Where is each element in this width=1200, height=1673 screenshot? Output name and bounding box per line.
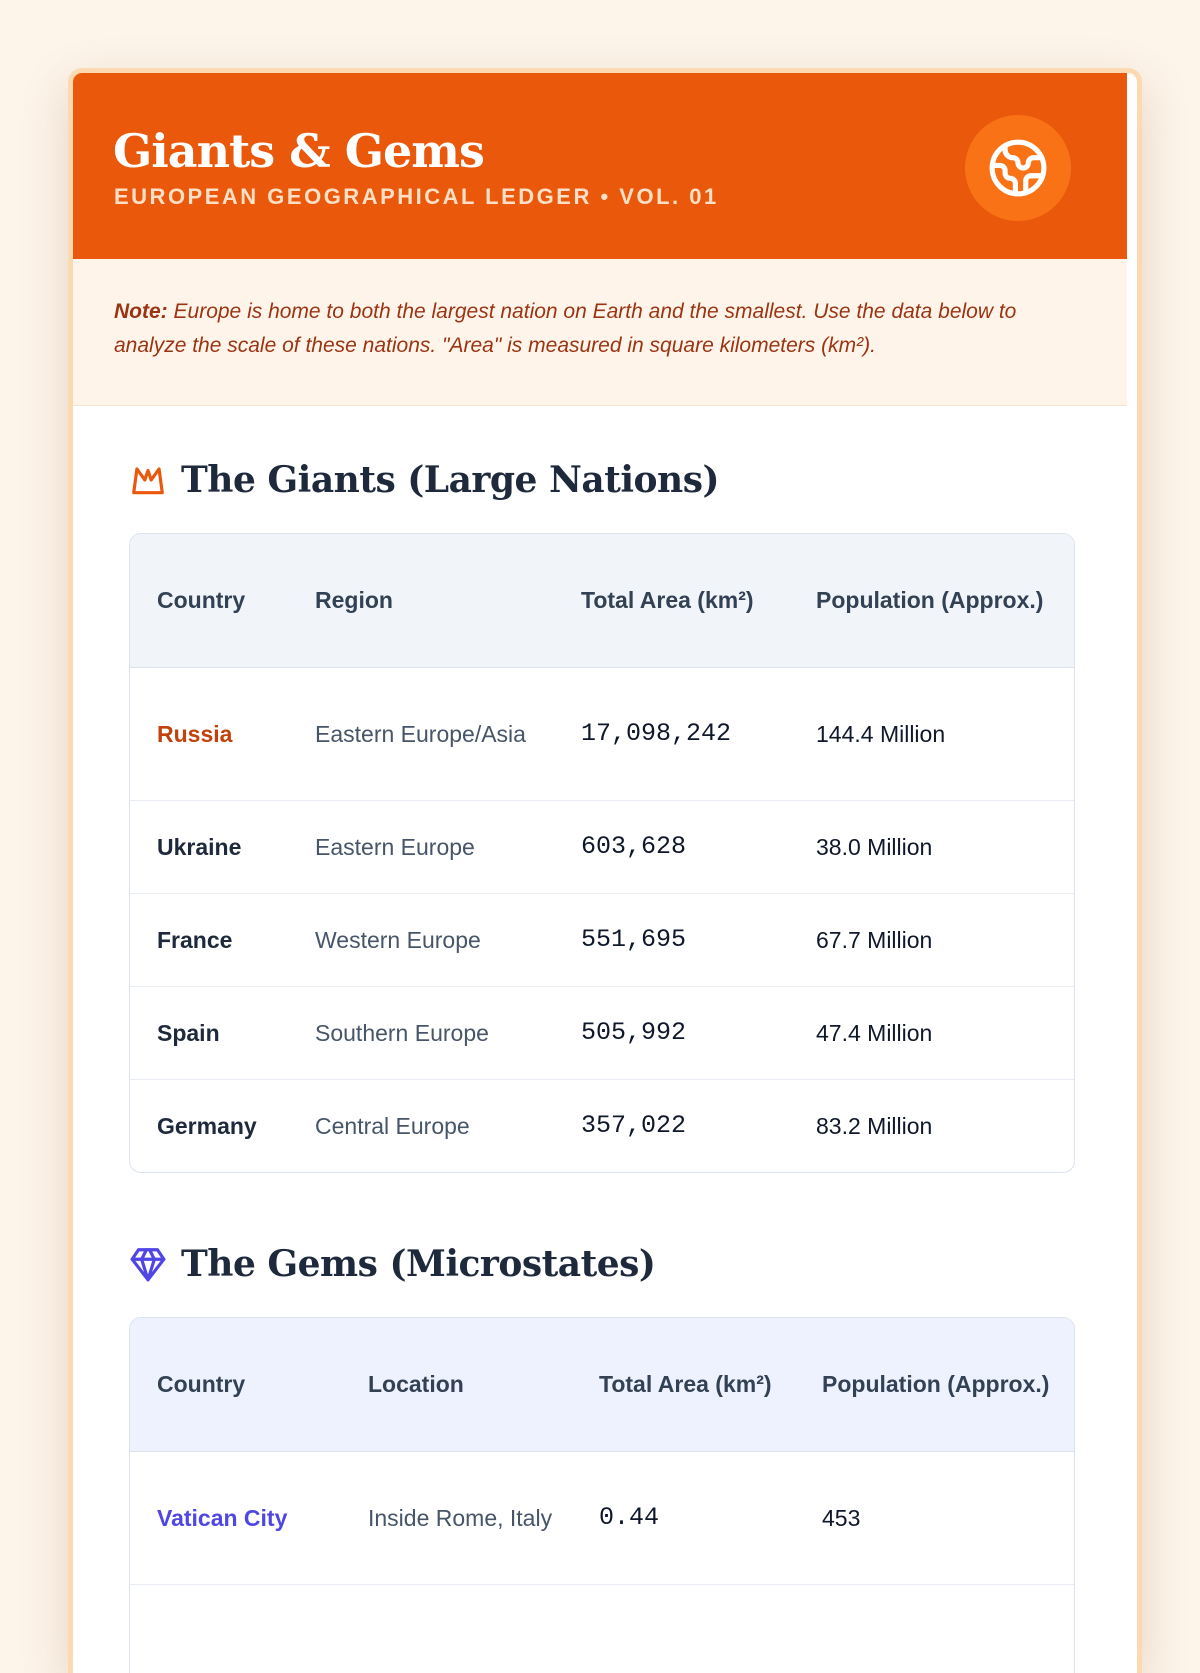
cell-area: 357,022: [581, 1110, 687, 1140]
cell-country: Vatican City: [130, 1451, 341, 1584]
giants-title-text: The Giants (Large Nations): [181, 459, 720, 501]
gems-title-text: The Gems (Microstates): [181, 1243, 656, 1285]
cell-country: Russia: [130, 667, 288, 800]
table-row: [130, 986, 1074, 1079]
cell-region: Eastern Europe/Asia: [288, 667, 554, 800]
header-banner: [73, 73, 1127, 259]
page-subtitle: EUROPEAN GEOGRAPHICAL LEDGER • VOL. 01: [114, 184, 719, 209]
table-header-row: [130, 534, 1074, 667]
cell-population: 83.2 Million: [816, 1112, 933, 1139]
giants-section-title: [129, 458, 719, 502]
crown-icon: [129, 461, 167, 499]
note-body: Europe is home to both the largest nation on Earth and the smallest. Use the data below to analyze the scale of these nations. "Area" is measured in square kilometers (km²).: [114, 300, 1017, 357]
cell-region: Central Europe: [315, 1112, 470, 1139]
col-header-population: Population (Approx.): [789, 534, 1074, 667]
table-row: [130, 893, 1074, 986]
note-text: [114, 295, 1074, 363]
col-header-country: Country: [130, 534, 288, 667]
cell-country: Spain: [130, 986, 288, 1079]
cell-population: 144.4 Million: [789, 667, 1074, 800]
gems-table: [129, 1317, 1075, 1673]
col-header-area: Total Area (km²): [554, 534, 789, 667]
cell-area: 17,098,242: [554, 667, 789, 800]
gems-section-title: [129, 1242, 655, 1286]
table-row: [130, 1451, 1074, 1584]
col-header-region: Region: [288, 534, 554, 667]
table-row: [130, 1079, 1074, 1172]
table-row: [130, 1584, 1074, 1673]
cell-country: Germany: [157, 1112, 257, 1139]
giants-table: [129, 533, 1075, 1173]
note-panel: [73, 259, 1127, 406]
cell-area: 505,992: [554, 986, 789, 1079]
cell-location: Inside Rome, Italy: [341, 1451, 572, 1584]
table-row: [130, 667, 1074, 800]
table-header-row: [130, 1318, 1074, 1451]
cell-population: 453: [795, 1451, 1074, 1584]
col-header-location: Location: [341, 1318, 572, 1451]
cell-region: Southern Europe: [288, 986, 554, 1079]
cell-region: Eastern Europe: [288, 800, 554, 893]
col-header-population: Population (Approx.): [795, 1318, 1074, 1451]
cell-population: 47.4 Million: [789, 986, 1074, 1079]
cell-area: 603,628: [554, 800, 789, 893]
table-row: [130, 800, 1074, 893]
cell-area: 0.44: [572, 1451, 795, 1584]
page-title: Giants & Gems: [113, 124, 484, 178]
cell-population: 38.0 Million: [789, 800, 1074, 893]
cell-country: Ukraine: [130, 800, 288, 893]
col-header-country: Country: [130, 1318, 341, 1451]
note-label: Note:: [114, 300, 168, 323]
ledger-card: [68, 68, 1142, 1673]
gem-icon: [129, 1245, 167, 1283]
cell-population: 67.7 Million: [789, 893, 1074, 986]
col-header-area: Total Area (km²): [572, 1318, 795, 1451]
globe-icon: [965, 115, 1071, 221]
cell-country: France: [130, 893, 288, 986]
cell-region: Western Europe: [288, 893, 554, 986]
cell-area: 551,695: [554, 893, 789, 986]
